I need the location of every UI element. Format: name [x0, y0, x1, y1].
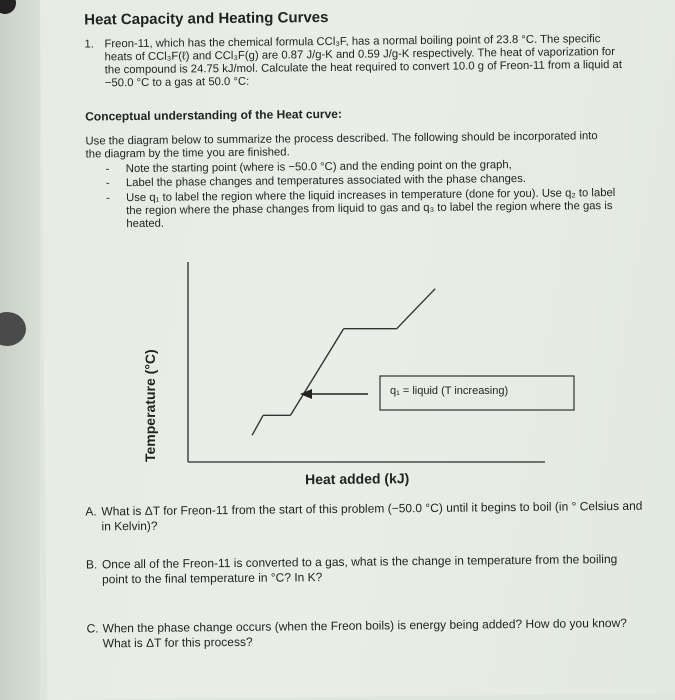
bullet-dash: -	[105, 177, 110, 190]
annotation-label: q₁ = liquid (T increasing)	[390, 385, 509, 397]
x-axis-label: Heat added (kJ)	[304, 470, 410, 488]
question-text: Once all of the Freon-11 is converted to a gas, what is the change in temperature from the boiling point to the final temperature in °C? In K?	[101, 551, 618, 587]
question-letter: B.	[85, 557, 98, 572]
problem-number: 1.	[84, 38, 94, 51]
curve-segment	[291, 329, 344, 416]
question-text: What is ΔT for Freon-11 from the start of this problem (−50.0 °C) until it begins to boil (in ° Celsius and in Kelvin)?	[101, 498, 643, 534]
question-letter: A.	[85, 504, 97, 519]
bullet-dash: -	[105, 163, 110, 176]
problem-text: Freon-11, which has the chemical formula CCl₃F, has a normal boiling point of 23.8 °C. The specific heats of CCl₃F(ℓ) and CCl₃F(g) are 0.87 J/g-K and 0.59 J/g-K respectively. The heat of vaporization for the compound is 24.75 kJ/mol. Calculate the heat required to convert 10.0 g of Freon-11 from a liquid at −50.0 °C to a gas at 50.0 °C:	[104, 33, 623, 90]
bullet-text: Use q₁ to label the region where the liquid increases in temperature (done for you). Use q₂ to label the region where the phase changes from liquid to gas and q₃ to label the region where the gas is heated.	[126, 186, 616, 231]
bullet-text: Note the starting point (where is −50.0 °C) and the ending point on the graph,	[125, 159, 512, 176]
bullet-text: Label the phase changes and temperatures associated with the phase changes.	[125, 172, 527, 190]
intro-text: Use the diagram below to summarize the process described. The following should be incorporated into the diagram by the time you are finished.	[85, 130, 598, 161]
question-text: When the phase change occurs (when the Freon boils) is energy being added? How do you know? What is ΔT for this process?	[102, 615, 627, 651]
question-letter: C.	[86, 621, 99, 636]
curve-segment	[252, 415, 263, 435]
curve-segment	[397, 289, 436, 329]
bullet-dash: -	[106, 192, 110, 205]
section-heading: Conceptual understanding of the Heat curve:	[85, 106, 342, 124]
page-title: Heat Capacity and Heating Curves	[84, 8, 329, 29]
y-axis-label: Temperature (°C)	[142, 349, 158, 462]
